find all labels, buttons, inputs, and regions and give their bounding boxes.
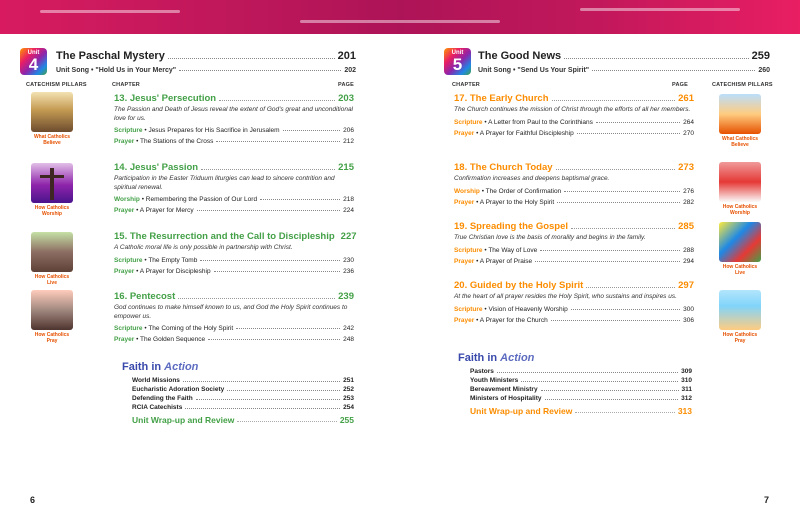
chapter-title: 15. The Resurrection and the Call to Discipleship xyxy=(114,231,335,242)
pillar-caption: How Catholics Pray xyxy=(34,332,70,344)
dot-leader xyxy=(540,247,680,251)
unit-wrap-up[interactable] xyxy=(132,415,354,425)
subitem-kind: Scripture xyxy=(454,246,483,254)
pillar-image xyxy=(31,92,73,132)
pillar-image xyxy=(719,162,761,202)
pillar-live xyxy=(30,232,74,286)
faith-in-action-list xyxy=(132,376,354,425)
faith-item-label: Bereavement Ministry xyxy=(470,386,538,393)
chapter-title-row[interactable] xyxy=(114,162,354,173)
chapter-subitem[interactable] xyxy=(454,188,694,195)
pillar-image xyxy=(719,94,761,134)
chapter-title-row[interactable] xyxy=(454,280,694,291)
subitem-page: 230 xyxy=(343,256,354,264)
chapter-title: 18. The Church Today xyxy=(454,162,553,173)
page-number-left: 6 xyxy=(30,495,36,505)
dot-leader xyxy=(521,376,678,382)
unit-song-row[interactable] xyxy=(478,67,770,74)
chapter-description: A Catholic moral life is only possible in partnership with Christ. xyxy=(114,244,293,251)
dot-leader xyxy=(179,67,341,71)
pillar-worship xyxy=(718,162,762,216)
dot-leader xyxy=(185,403,340,409)
wrap-up-label: Unit Wrap-up and Review xyxy=(470,406,573,416)
chapter-subitem[interactable] xyxy=(454,317,694,324)
chapter-14[interactable] xyxy=(114,162,354,214)
header-page: PAGE xyxy=(338,82,354,88)
chapter-subitem[interactable] xyxy=(454,258,694,265)
chapter-description: True Christian love is the basis of morality and begins in the family. xyxy=(454,234,646,241)
left-page xyxy=(20,40,360,510)
dot-leader xyxy=(183,376,340,382)
chapter-17[interactable] xyxy=(454,93,694,137)
dot-leader xyxy=(237,415,336,422)
subitem-page: 218 xyxy=(343,196,354,203)
dot-leader xyxy=(596,119,680,123)
subitem-text: • The Way of Love xyxy=(484,246,538,254)
dot-leader xyxy=(571,221,675,229)
chapter-description: Confirmation increases and deepens baptismal grace. xyxy=(454,175,610,182)
unit-label: Unit xyxy=(27,50,40,56)
unit-song: Unit Song • "Send Us Your Spirit" xyxy=(478,67,590,74)
right-page xyxy=(440,40,780,510)
unit-title-row[interactable] xyxy=(56,50,356,62)
dot-leader xyxy=(564,50,749,59)
subitem-kind: Prayer xyxy=(454,257,475,265)
subitem-text: • The Stations of the Cross xyxy=(136,138,214,145)
faith-in-action-heading xyxy=(458,352,534,364)
dot-leader xyxy=(535,258,680,262)
subitem-text: • The Golden Sequence xyxy=(136,336,206,343)
chapter-subitem[interactable] xyxy=(114,325,354,332)
chapter-title: 13. Jesus' Persecution xyxy=(114,93,217,104)
subitem-kind: Prayer xyxy=(114,336,135,343)
wrap-up-label: Unit Wrap-up and Review xyxy=(132,415,235,425)
page-number-right: 7 xyxy=(764,495,770,505)
header-page: PAGE xyxy=(672,82,688,88)
subitem-page: 300 xyxy=(683,305,694,313)
faith-item-label: World Missions xyxy=(132,377,180,384)
dot-leader xyxy=(200,257,340,261)
chapter-page: 285 xyxy=(678,221,694,232)
chapter-title: 16. Pentecost xyxy=(114,291,176,302)
dot-leader xyxy=(551,317,680,321)
header-chapter: CHAPTER xyxy=(112,82,140,88)
pillar-caption: What Catholics Believe xyxy=(33,134,71,146)
dot-leader xyxy=(216,138,340,142)
chapter-20[interactable] xyxy=(454,280,694,324)
unit-title-page: 259 xyxy=(751,50,770,62)
dot-leader xyxy=(236,325,340,329)
faith-item[interactable] xyxy=(132,376,354,385)
chapter-13[interactable] xyxy=(114,93,354,145)
subitem-page: 282 xyxy=(683,198,694,206)
pillar-live xyxy=(718,222,762,276)
chapter-title-row[interactable] xyxy=(454,221,694,232)
subitem-kind: Prayer xyxy=(454,129,475,137)
faith-item-page: 312 xyxy=(681,395,692,402)
pillar-believe xyxy=(30,92,74,146)
unit-label: Unit xyxy=(451,50,464,56)
chapter-title-row[interactable] xyxy=(114,231,357,242)
subitem-kind: Prayer xyxy=(114,267,135,275)
faith-item-label: Ministers of Hospitality xyxy=(470,395,542,402)
chapter-subitem[interactable] xyxy=(454,119,694,126)
unit-wrap-up[interactable] xyxy=(470,406,692,416)
unit-number: 4 xyxy=(28,55,39,74)
chapter-title: 20. Guided by the Holy Spirit xyxy=(454,280,584,291)
chapter-title-row[interactable] xyxy=(114,93,354,104)
unit-song-page: 260 xyxy=(758,67,770,74)
faith-item-label: Defending the Faith xyxy=(132,395,193,402)
chapter-subitem[interactable] xyxy=(114,268,354,275)
unit-title-row[interactable] xyxy=(478,50,770,62)
subitem-text: • A Prayer for Discipleship xyxy=(136,267,211,275)
subitem-kind: Scripture xyxy=(114,256,143,264)
pillar-pray xyxy=(30,290,74,344)
chapter-page: 273 xyxy=(678,162,694,173)
faith-item-page: 310 xyxy=(681,377,692,384)
dot-leader xyxy=(541,385,679,391)
subitem-page: 236 xyxy=(343,267,354,275)
dot-leader xyxy=(545,394,679,400)
subitem-page: 224 xyxy=(343,207,354,214)
pillar-image xyxy=(31,163,73,203)
dot-leader xyxy=(201,162,335,170)
pillar-image xyxy=(31,232,73,272)
chapter-page: 239 xyxy=(338,291,354,302)
chapter-subitem[interactable] xyxy=(114,138,354,145)
chapter-description: God continues to make himself known to us, and God the Holy Spirit continues to empower us. xyxy=(114,304,348,320)
faith-in-text: Faith in xyxy=(122,361,162,373)
faith-item[interactable] xyxy=(132,385,354,394)
unit-song-page: 202 xyxy=(344,67,356,74)
subitem-kind: Prayer xyxy=(114,138,135,145)
dot-leader xyxy=(556,162,676,170)
subitem-kind: Scripture xyxy=(114,325,143,332)
subitem-page: 212 xyxy=(343,138,354,145)
chapter-title: 17. The Early Church xyxy=(454,93,549,104)
dot-leader xyxy=(219,93,335,101)
faith-action-text: Action xyxy=(500,352,535,364)
banner-streak xyxy=(580,8,740,11)
subitem-text: • The Order of Confirmation xyxy=(481,187,562,195)
faith-item[interactable] xyxy=(470,394,692,403)
unit-badge xyxy=(444,48,471,75)
faith-item-page: 254 xyxy=(343,404,354,411)
faith-item-page: 251 xyxy=(343,377,354,384)
chapter-page: 215 xyxy=(338,162,354,173)
faith-in-text: Faith in xyxy=(458,352,498,364)
chapter-16[interactable] xyxy=(114,291,354,343)
subitem-kind: Prayer xyxy=(454,316,475,324)
dot-leader xyxy=(260,196,340,200)
subitem-text: • A Prayer of Praise xyxy=(476,257,533,265)
faith-item-label: Youth Ministers xyxy=(470,377,519,384)
subitem-kind: Prayer xyxy=(114,207,135,214)
subitem-page: 242 xyxy=(343,325,354,332)
faith-in-action-heading xyxy=(122,361,198,373)
chapter-description: The Passion and Death of Jesus reveal the extent of God's great and unconditional love for us. xyxy=(114,106,354,122)
pillar-pray xyxy=(718,290,762,344)
banner-streak xyxy=(40,10,180,13)
faith-item[interactable] xyxy=(132,403,354,412)
unit-title: The Paschal Mystery xyxy=(56,50,165,62)
chapter-title: 14. Jesus' Passion xyxy=(114,162,199,173)
subitem-page: 288 xyxy=(683,246,694,254)
chapter-subitem[interactable] xyxy=(114,336,354,343)
pillar-worship xyxy=(30,163,74,217)
chapter-page: 261 xyxy=(678,93,694,104)
unit-badge xyxy=(20,48,47,75)
dot-leader xyxy=(592,67,755,71)
dot-leader xyxy=(168,50,335,59)
faith-item-page: 309 xyxy=(681,368,692,375)
header-catechism-pillars: CATECHISM PILLARS xyxy=(26,82,87,88)
subitem-page: 206 xyxy=(343,127,354,134)
subitem-page: 294 xyxy=(683,257,694,265)
dot-leader xyxy=(497,367,678,373)
top-banner xyxy=(0,0,800,34)
subitem-text: • A Prayer for the Church xyxy=(476,316,548,324)
pillar-caption: How Catholics Worship xyxy=(722,204,758,216)
chapter-title-row[interactable] xyxy=(454,162,694,173)
chapter-page: 297 xyxy=(678,280,694,291)
subitem-page: 270 xyxy=(683,129,694,137)
dot-leader xyxy=(178,291,335,299)
chapter-description: Participation in the Easter Triduum liturgies can lead to sincere contrition and spiritual renewal. xyxy=(114,175,335,191)
subitem-text: • A Prayer for Mercy xyxy=(136,207,194,214)
unit-song: Unit Song • "Hold Us in Your Mercy" xyxy=(56,67,177,74)
subitem-text: • Remembering the Passion of Our Lord xyxy=(141,196,258,203)
wrap-up-page: 313 xyxy=(677,406,692,416)
unit-title-page: 201 xyxy=(337,50,356,62)
pillar-caption: How Catholics Pray xyxy=(722,332,758,344)
subitem-text: • A Letter from Paul to the Corinthians xyxy=(484,118,593,126)
chapter-page: 227 xyxy=(340,231,357,242)
chapter-subitem[interactable] xyxy=(114,207,354,214)
pillar-caption: How Catholics Worship xyxy=(34,205,70,217)
chapter-19[interactable] xyxy=(454,221,694,265)
chapter-subitem[interactable] xyxy=(114,196,354,203)
chapter-page: 203 xyxy=(338,93,354,104)
faith-item-page: 311 xyxy=(681,386,692,393)
pillar-caption: How Catholics Live xyxy=(34,274,70,286)
pillar-image xyxy=(719,222,761,262)
chapter-subitem[interactable] xyxy=(454,130,694,137)
subitem-page: 264 xyxy=(683,118,694,126)
chapter-subitem[interactable] xyxy=(114,127,354,134)
chapter-subitem[interactable] xyxy=(454,247,694,254)
subitem-text: • The Empty Tomb xyxy=(144,256,198,264)
pillar-caption: How Catholics Live xyxy=(722,264,758,276)
dot-leader xyxy=(196,394,340,400)
chapter-description: The Church continues the mission of Christ through the efforts of all her members. xyxy=(454,106,691,113)
dot-leader xyxy=(586,280,675,288)
dot-leader xyxy=(197,207,341,211)
chapter-title: 19. Spreading the Gospel xyxy=(454,221,569,232)
unit-title: The Good News xyxy=(478,50,562,62)
dot-leader xyxy=(552,93,676,101)
chapter-title-row[interactable] xyxy=(454,93,694,104)
subitem-page: 306 xyxy=(683,316,694,324)
faith-in-action-list xyxy=(470,367,692,416)
faith-item-label: Eucharistic Adoration Society xyxy=(132,386,225,393)
header-chapter: CHAPTER xyxy=(452,82,480,88)
chapter-subitem[interactable] xyxy=(454,306,694,313)
dot-leader xyxy=(557,199,680,203)
banner-streak xyxy=(300,20,500,23)
subitem-text: • Jesus Prepares for His Sacrifice in Jerusalem xyxy=(144,127,280,134)
crucifix-icon xyxy=(31,163,73,203)
pillar-image xyxy=(719,290,761,330)
chapter-title-row[interactable] xyxy=(114,291,354,302)
dot-leader xyxy=(283,127,341,131)
pillar-caption: What Catholics Believe xyxy=(721,136,759,148)
subitem-page: 248 xyxy=(343,336,354,343)
faith-item[interactable] xyxy=(132,394,354,403)
subitem-text: • The Coming of the Holy Spirit xyxy=(144,325,234,332)
pillar-image xyxy=(31,290,73,330)
unit-song-row[interactable] xyxy=(56,67,356,74)
dot-leader xyxy=(208,336,340,340)
subitem-page: 276 xyxy=(683,187,694,195)
dot-leader xyxy=(227,385,340,391)
subitem-kind: Prayer xyxy=(454,198,475,206)
faith-item[interactable] xyxy=(470,367,692,376)
chapter-subitem[interactable] xyxy=(114,257,354,264)
dot-leader xyxy=(575,406,674,413)
faith-item-label: Pastors xyxy=(470,368,494,375)
chapter-18[interactable] xyxy=(454,162,694,206)
dot-leader xyxy=(214,268,341,272)
unit-number: 5 xyxy=(452,55,463,74)
chapter-15[interactable] xyxy=(114,231,357,275)
subitem-text: • A Prayer for Faithful Discipleship xyxy=(476,129,574,137)
subitem-text: • Vision of Heavenly Worship xyxy=(484,305,568,313)
faith-item[interactable] xyxy=(470,376,692,385)
subitem-kind: Worship xyxy=(454,187,480,195)
faith-item-page: 252 xyxy=(343,386,354,393)
faith-item-label: RCIA Catechists xyxy=(132,404,183,411)
subitem-kind: Scripture xyxy=(454,118,483,126)
dot-leader xyxy=(571,306,680,310)
faith-item-page: 253 xyxy=(343,395,354,402)
subitem-kind: Worship xyxy=(114,196,140,203)
header-catechism-pillars: CATECHISM PILLARS xyxy=(712,82,773,88)
faith-item[interactable] xyxy=(470,385,692,394)
wrap-up-page: 255 xyxy=(339,415,354,425)
chapter-description: At the heart of all prayer resides the Holy Spirit, who sustains and inspires us. xyxy=(454,293,677,300)
pillar-believe xyxy=(718,94,762,148)
dot-leader xyxy=(564,188,680,192)
faith-action-text: Action xyxy=(164,361,199,373)
chapter-subitem[interactable] xyxy=(454,199,694,206)
subitem-text: • A Prayer to the Holy Spirit xyxy=(476,198,555,206)
dot-leader xyxy=(577,130,680,134)
subitem-kind: Scripture xyxy=(114,127,143,134)
subitem-kind: Scripture xyxy=(454,305,483,313)
